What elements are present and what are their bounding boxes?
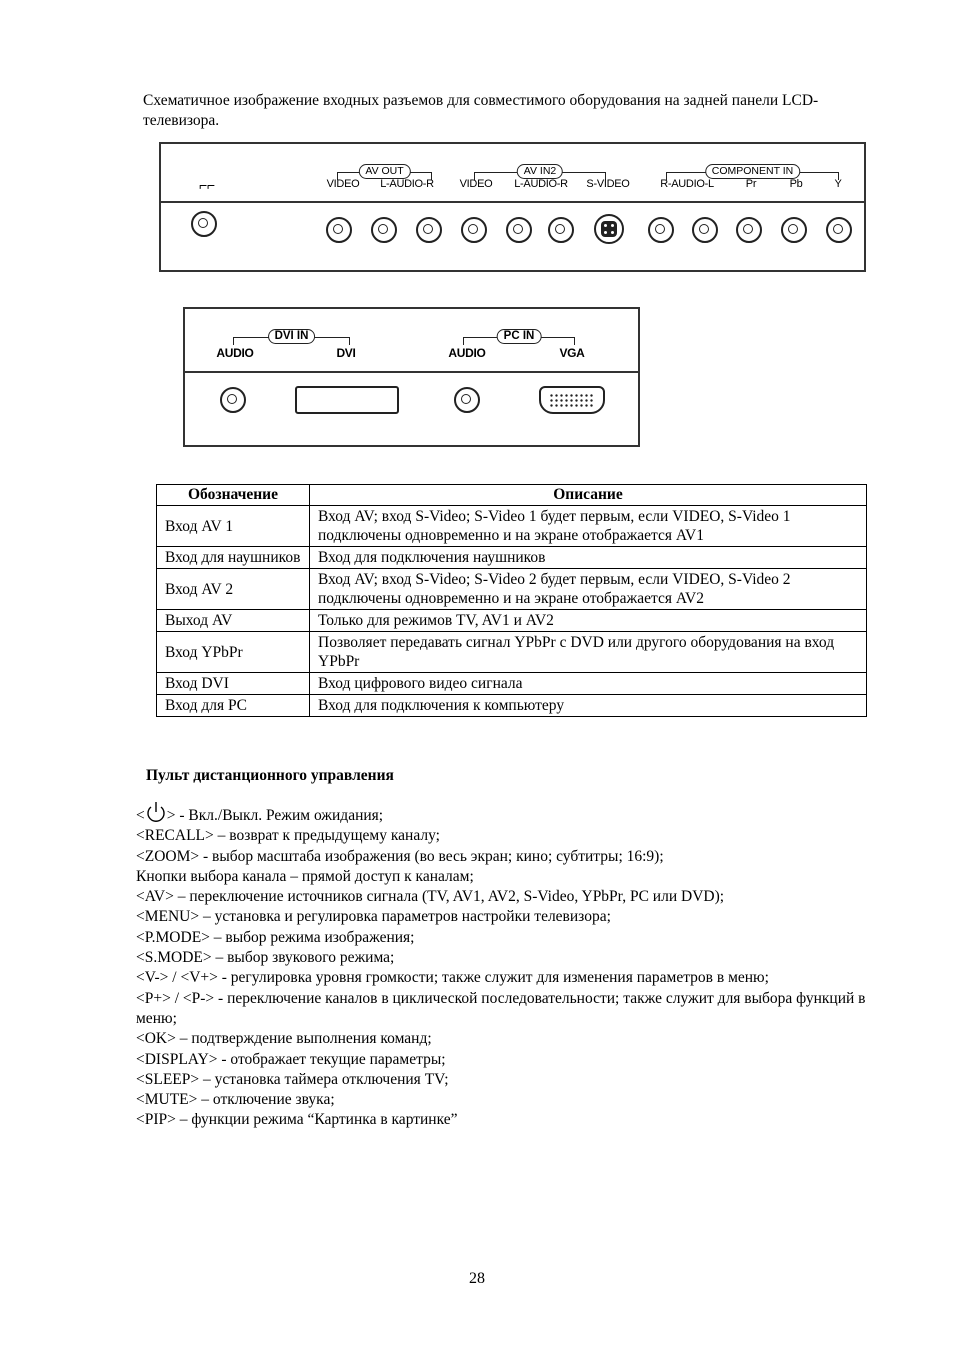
connector-table [156,484,867,717]
row-description: Позволяет передавать сигнал YPbPr с DVD или другого оборудования на вход YPbPr [310,632,867,673]
row-description: Вход AV; вход S-Video; S-Video 1 будет первым, если VIDEO, S-Video 1 подключены одновременно и на экране отображается AV1 [310,506,867,547]
vga-port [539,386,605,414]
list-item [136,801,896,826]
group-label-component-in: COMPONENT IN [705,164,800,179]
intro-text: Схематичное изображение входных разъемов для совместимого оборудования на задней панели LCD-телевизора. [143,92,819,129]
list-item: <PIP> – функции режима “Картинка в картинке” [136,1111,458,1129]
label-dvi: DVI [336,346,356,360]
group-component-in [666,164,839,176]
group-pc-in [463,329,575,341]
list-item: <V-> / <V+> - регулировка уровня громкости; также служит для изменения параметров в меню; [136,969,769,987]
list-item: <SLEEP> – установка таймера отключения TV; [136,1070,449,1088]
component-pr-jack [736,217,762,243]
component-audio-l-jack [692,217,718,243]
remote-section-title: Пульт дистанционного управления [146,767,394,784]
av-out-video-jack [326,217,352,243]
group-label-pc-in: PC IN [497,329,542,344]
label-s-video: S-VIDEO [586,178,630,190]
pc-audio-jack [454,387,480,413]
table-header-row [157,485,867,506]
row-name: Вход DVI [157,673,310,695]
list-item: <OK> – подтверждение выполнения команд; [136,1030,432,1048]
table-row [157,673,867,695]
table-row [157,695,867,717]
dvi-pc-panel-diagram [183,307,640,447]
row-name: Вход YPbPr [157,632,310,673]
row-name: Вход для наушников [157,547,310,569]
table-row [157,632,867,673]
label-audio-1: AUDIO [216,346,254,360]
av-in2-video-jack [461,217,487,243]
row-name: Вход AV 2 [157,569,310,610]
list-item: <DISPLAY> - отображает текущие параметры; [136,1050,446,1068]
list-item: <RECALL> – возврат к предыдущему каналу; [136,827,440,845]
row-description: Вход для подключения наушников [310,547,867,569]
label-audio-2: AUDIO [448,346,486,360]
label-y: Y [834,178,842,190]
list-item: Кнопки выбора канала – прямой доступ к каналам; [136,867,474,885]
group-av-out [337,164,432,176]
group-dvi-in [233,329,350,341]
table-row [157,610,867,632]
power-icon [145,801,167,823]
headphone-icon: ⌐⌐ [199,177,215,193]
list-item: <MENU> – установка и регулировка параметров настройки телевизора; [136,908,611,926]
label-pr: Pr [745,178,757,190]
power-open-bracket: < [136,807,145,824]
group-label-av-out: AV OUT [358,164,410,179]
row-description: Вход цифрового видео сигнала [310,673,867,695]
rear-panel-diagram [159,142,866,272]
av-out-audio-l-jack [371,217,397,243]
av-in2-audio-r-jack [548,217,574,243]
s-video-port [594,214,624,244]
av-in2-audio-l-jack [506,217,532,243]
dvi-port [295,386,399,414]
list-item: <S.MODE> – выбор звукового режима; [136,949,395,967]
header-description: Описание [310,485,867,506]
group-av-in2 [474,164,606,176]
av-out-audio-r-jack [416,217,442,243]
remote-buttons-list [136,801,896,1131]
row-description: Вход AV; вход S-Video; S-Video 2 будет первым, если VIDEO, S-Video 2 подключены одновременно и на экране отображается AV2 [310,569,867,610]
label-video-1: VIDEO [326,178,360,190]
list-item: <ZOOM> - выбор масштаба изображения (во весь экран; кино; субтитры; 16:9); [136,847,664,865]
group-label-dvi-in: DVI IN [268,329,316,344]
label-video-2: VIDEO [459,178,493,190]
row-name: Выход AV [157,610,310,632]
row-description: Только для режимов TV, AV1 и AV2 [310,610,867,632]
list-item: <MUTE> – отключение звука; [136,1091,335,1109]
page-number: 28 [469,1270,485,1287]
label-l-audio-r-1: L-AUDIO-R [380,178,434,190]
component-y-jack [826,217,852,243]
table-row [157,569,867,610]
label-pb: Pb [789,178,803,190]
list-item: <AV> – переключение источников сигнала (TV, AV1, AV2, S-Video, YPbPr, PC или DVD); [136,888,725,906]
component-audio-r-jack [648,217,674,243]
row-name: Вход AV 1 [157,506,310,547]
dvi-audio-jack [220,387,246,413]
list-item: <P+> / <P-> - переключение каналов в циклической последовательности; также служит для выбора функций в меню; [136,989,866,1027]
headphone-jack [191,211,217,237]
table-row [157,547,867,569]
label-l-audio-r-2: L-AUDIO-R [514,178,568,190]
row-description: Вход для подключения к компьютеру [310,695,867,717]
row-name: Вход для PC [157,695,310,717]
label-vga: VGA [559,346,585,360]
label-r-audio-l: R-AUDIO-L [660,178,714,190]
list-item: <P.MODE> – выбор режима изображения; [136,928,415,946]
header-designation: Обозначение [157,485,310,506]
panel-divider [185,371,638,373]
group-label-av-in2: AV IN2 [517,164,563,179]
component-pb-jack [781,217,807,243]
panel-divider [161,201,864,203]
table-row [157,506,867,547]
power-description: > - Вкл./Выкл. Режим ожидания; [166,807,384,824]
